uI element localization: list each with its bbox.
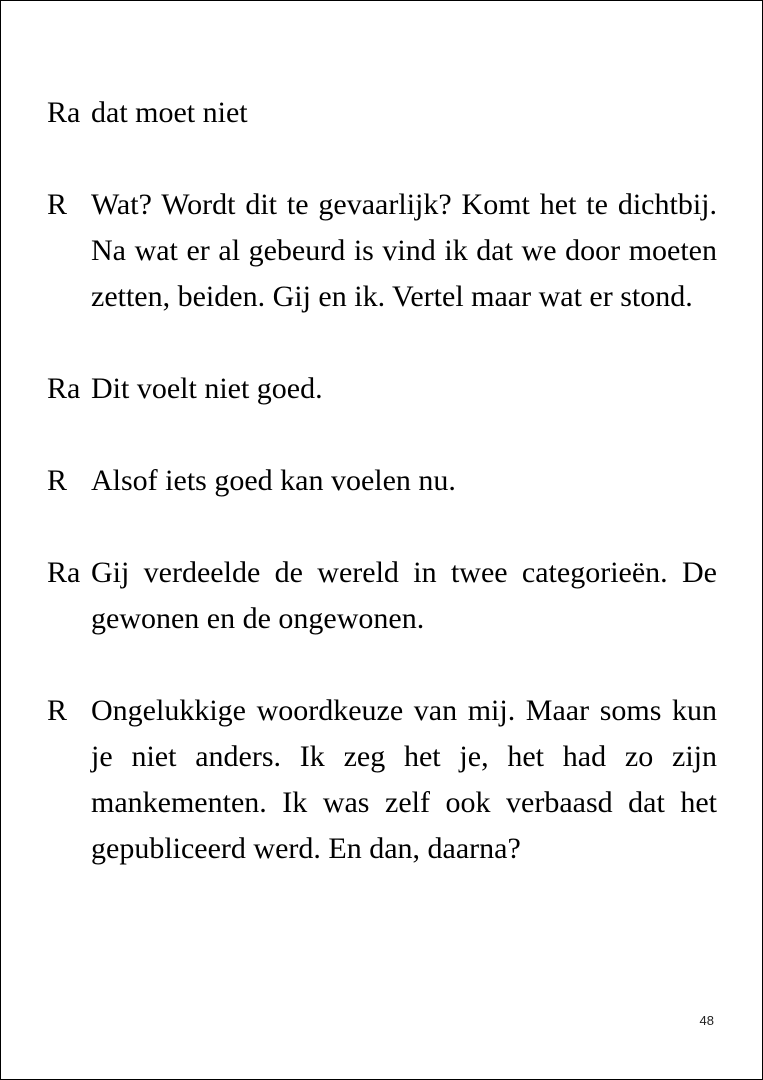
dialogue-entry (47, 182, 717, 320)
speaker-label: R (47, 464, 68, 497)
dialogue-text: Dit voelt niet goed. (91, 372, 323, 405)
dialogue-entry (47, 550, 717, 642)
dialogue-text: Alsof iets goed kan voelen nu. (91, 464, 456, 497)
dialogue-entry (47, 688, 717, 872)
dialogue-entry (47, 90, 717, 136)
dialogue-list (47, 90, 717, 872)
dialogue-text: Ongelukkige woordkeuze van mij. Maar soms kun je niet anders. Ik zeg het je, het had zo zijn mankementen. Ik was zelf ook verbaasd dat het gepubliceerd werd. En dan, daarna? (91, 694, 717, 865)
speaker-label: Ra (47, 556, 81, 589)
dialogue-entry (47, 458, 717, 504)
dialogue-text: Wat? Wordt dit te gevaarlijk? Komt het te dichtbij. Na wat er al gebeurd is vind ik dat we door moeten zetten, beiden. Gij en ik. Vertel maar wat er stond. (91, 188, 717, 313)
speaker-label: R (47, 694, 68, 727)
speaker-label: R (47, 188, 68, 221)
dialogue-text: Gij verdeelde de wereld in twee categorieën. De gewonen en de ongewonen. (91, 556, 717, 635)
speaker-label: Ra (47, 372, 81, 405)
dialogue-text: dat moet niet (91, 96, 248, 129)
page-number: 48 (699, 1013, 714, 1028)
dialogue-entry (47, 366, 717, 412)
speaker-label: Ra (47, 96, 81, 129)
